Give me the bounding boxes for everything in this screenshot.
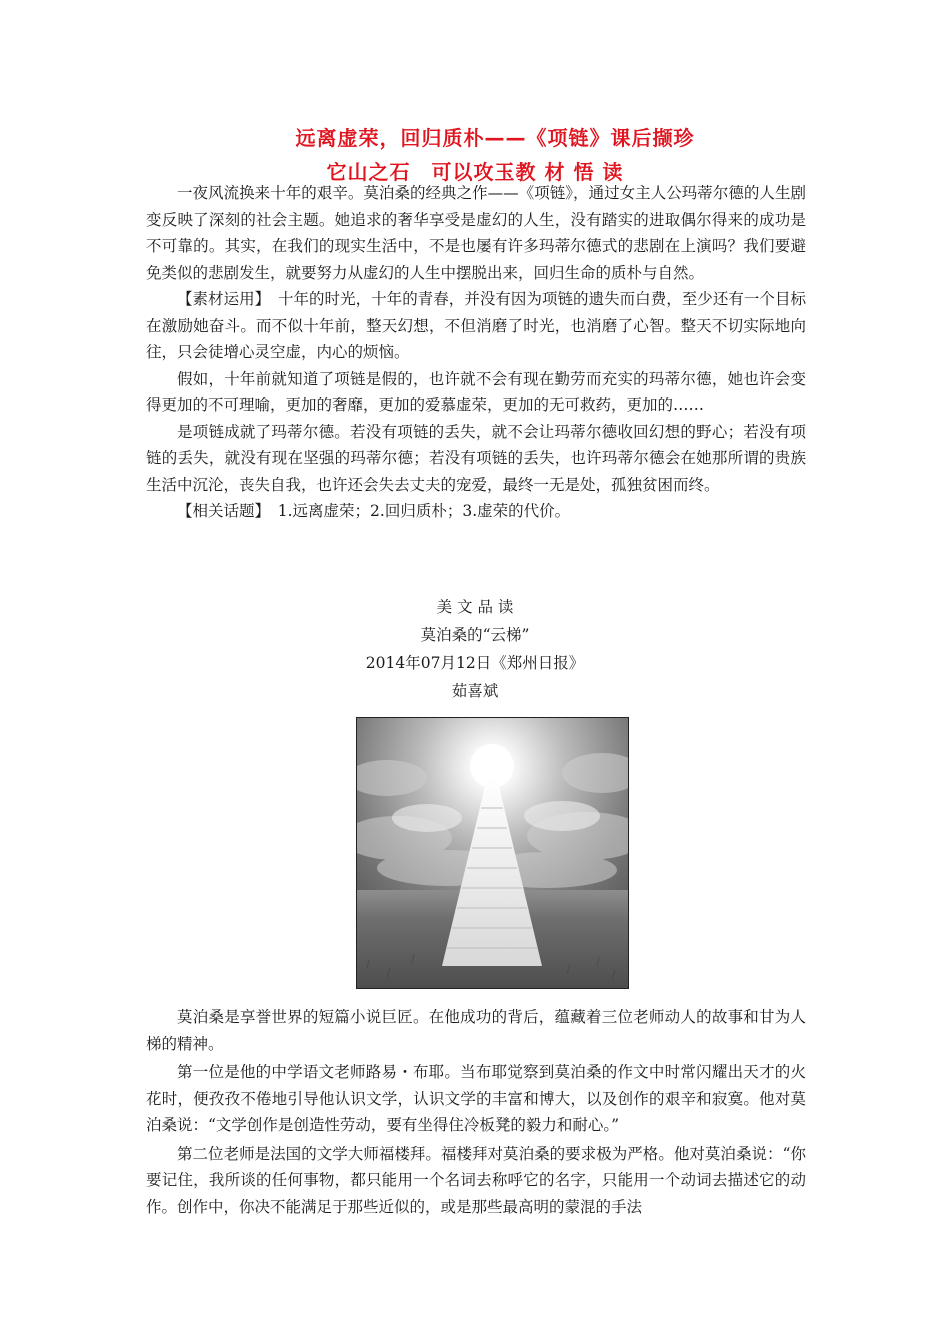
paragraph: 一夜风流换来十年的艰辛。莫泊桑的经典之作——《项链》，通过女主人公玛蒂尔德的人生剧变反映了深刻的社会主题。她追求的奢华享受是虚幻的人生，没有踏实的进取偶尔得来的成功是不可靠的。其实，在我们的现实生活中，不是也屡有许多玛蒂尔德式的悲剧在上演吗？我们要避免类似的悲剧发生，就要努力从虚幻的人生中摆脱出来，回归生命的质朴与自然。 (146, 184, 806, 282)
paragraph: 第二位老师是法国的文学大师福楼拜。福楼拜对莫泊桑的要求极为严格。他对莫泊桑说：“你要记住，我所谈的任何事物，都只能用一个名词去称呼它的名字，只能用一个动词去描述它的动作。创作中，你决不能满足于那些近似的，或是那些最高明的蒙混的手法 (146, 1144, 806, 1216)
paragraph: 【素材运用】 十年的时光，十年的青春，并没有因为项链的遗失而白费，至少还有一个目标在激励她奋斗。而不似十年前，整天幻想，不但消磨了时光，也消磨了心智。整天不切实际地向往，只会徒增心灵空虚，内心的烦恼。 (146, 290, 806, 361)
paragraph: 【相关话题】 1.远离虚荣；2.回归质朴；3.虚荣的代价。 (177, 502, 571, 520)
section-label: 美 文 品 读 (436, 598, 514, 616)
paragraph: 假如，十年前就知道了项链是假的，也许就不会有现在勤劳而充实的玛蒂尔德，她也许会变得更加的不可理喻，更加的奢靡，更加的爱慕虚荣，更加的无可救药，更加的…… (146, 369, 806, 414)
intro-section (146, 180, 806, 525)
paragraph: 莫泊桑是享誉世界的短篇小说巨匠。在他成功的背后，蕴藏着三位老师动人的故事和甘为人梯的精神。 (146, 1008, 806, 1053)
paragraph: 是项链成就了玛蒂尔德。若没有项链的丢失，就不会让玛蒂尔德收回幻想的野心；若没有项链的丢失，就没有现在坚强的玛蒂尔德；若没有项链的丢失，也许玛蒂尔德会在她那所谓的贵族生活中沉沦，丧失自我，也许还会失去丈夫的宠爱，最终一无是处，孤独贫困而终。 (146, 422, 806, 494)
article-body (146, 1004, 806, 1220)
paragraph: 第一位是他的中学语文老师路易・布耶。当布耶觉察到莫泊桑的作文中时常闪耀出天才的火花时，便孜孜不倦地引导他认识文学，认识文学的丰富和博大，以及创作的艰辛和寂寞。他对莫泊桑说：“文学创作是创造性劳动，要有坐得住冷板凳的毅力和耐心。” (146, 1063, 806, 1134)
article-author: 茹喜斌 (451, 682, 499, 700)
page-title: 远离虚荣，回归质朴——《项链》课后撷珍 (295, 126, 695, 150)
stairway-to-heaven-image (356, 717, 629, 989)
article-title: 莫泊桑的“云梯” (420, 626, 530, 644)
page-subtitle: 它山之石 可以攻玉教 材 悟 读 (326, 160, 624, 184)
article-source: 2014年07月12日《郑州日报》 (365, 654, 585, 672)
